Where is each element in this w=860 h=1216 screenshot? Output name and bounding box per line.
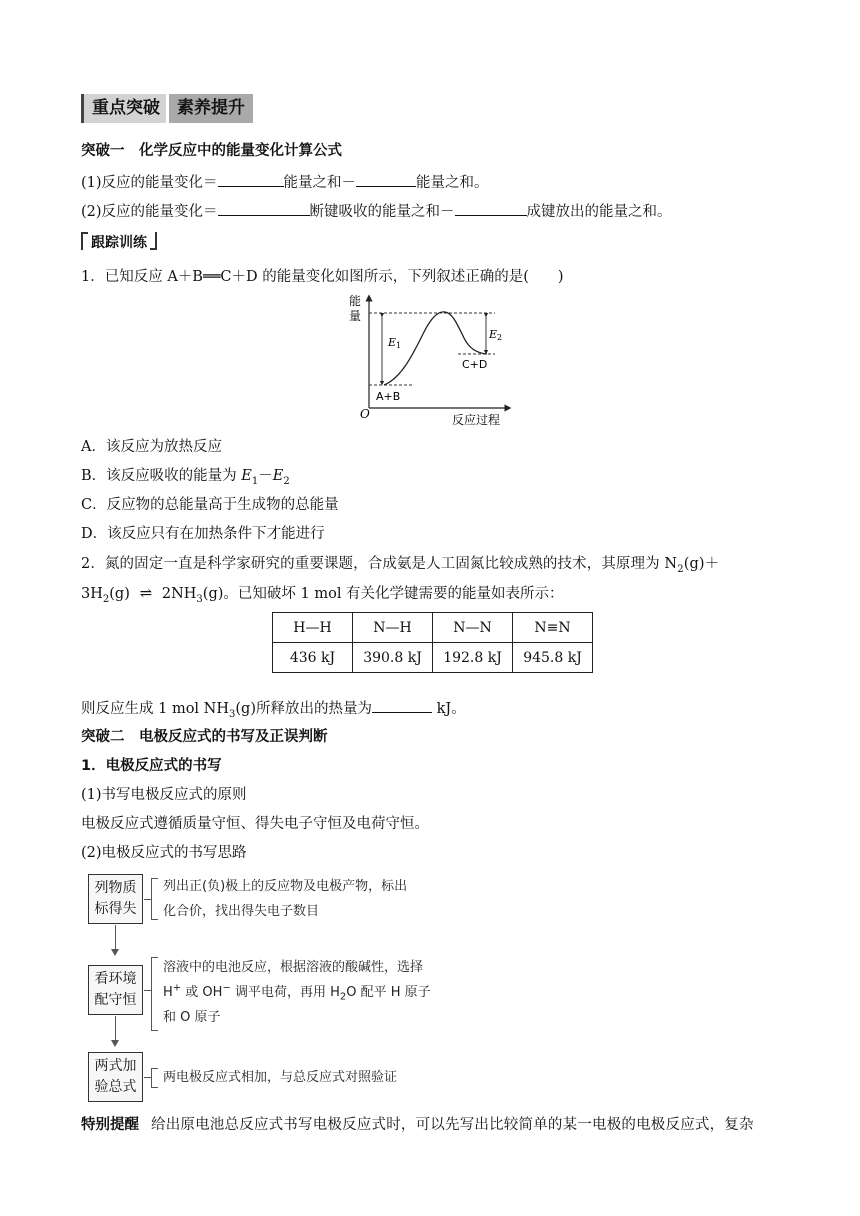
e2-label: E2: [489, 328, 503, 342]
blank: [356, 172, 416, 187]
bond-energy-table: [272, 612, 593, 673]
reactants-label: A+B: [376, 390, 401, 403]
products-label: C+D: [462, 358, 488, 371]
formula-line-1: (1)反应的能量变化＝ 能量之和－ 能量之和。: [81, 172, 489, 192]
blank: [218, 201, 310, 216]
energy-diagram: [340, 290, 520, 430]
q1-option-a: A．该反应为放热反应: [81, 439, 222, 455]
table-cell: 436 kJ: [273, 643, 353, 673]
flow-arrow: [115, 925, 116, 951]
table-cell: 192.8 kJ: [433, 643, 513, 673]
connector: [144, 1077, 151, 1078]
equilibrium-arrow-icon: ⇌: [139, 584, 153, 602]
bracket: [151, 1068, 158, 1088]
paragraph: (1)书写电极反应式的原则: [81, 787, 247, 803]
flow-step-3: 两式加 验总式: [88, 1052, 143, 1102]
flow-arrow: [115, 1016, 116, 1042]
bracket: [151, 878, 158, 920]
blank: [455, 201, 527, 216]
y-label-2: 量: [349, 309, 362, 323]
flow-text-1: 列出正(负)极上的反应物及电极产物，标出 化合价，找出得失电子数目: [163, 879, 408, 919]
table-header: N—H: [353, 613, 433, 643]
paragraph: (2)电极反应式的书写思路: [81, 845, 247, 861]
q1-stem: 1．已知反应 A＋B══C＋D 的能量变化如图所示，下列叙述正确的是( ): [81, 269, 564, 285]
paragraph: 电极反应式遵循质量守恒、得失电子守恒及电荷守恒。: [81, 816, 429, 832]
table-row: [273, 643, 593, 673]
q2-stem-line2: $3H_2(g)$ ⇌ $2NH_3(g)$。已知破坏 1 mol 有关化学键需要的能量如表所示：: [81, 584, 564, 605]
formula-line-2: (2)反应的能量变化＝ 断键吸收的能量之和－ 成键放出的能量之和。: [81, 201, 672, 221]
q2-stem-line1: 2．氮的固定一直是科学家研究的重要课题，合成氨是人工固氮比较成熟的技术，其原理为 $N_2(g)+$: [81, 556, 720, 575]
e1-label: E1: [388, 336, 402, 350]
bracket: [151, 957, 158, 1031]
blank: [372, 698, 432, 713]
x-label: 反应过程: [452, 413, 501, 427]
q1-option-b: B．该反应吸收的能量为 $E_1-E_2$: [81, 468, 290, 487]
banner-part2: 素养提升: [169, 94, 253, 123]
table-cell: 945.8 kJ: [513, 643, 593, 673]
section1-title: 突破一 化学反应中的能量变化计算公式: [81, 143, 342, 159]
section-banner: [81, 94, 253, 123]
blank: [218, 172, 284, 187]
practice-tag: 跟踪训练: [81, 232, 157, 252]
table-header: N≡N: [513, 613, 593, 643]
flow-step-2: 看环境 配守恒: [88, 965, 143, 1015]
bracket-right-icon: [150, 232, 157, 250]
origin-label: O: [360, 407, 370, 421]
section2-title: 突破二 电极反应式的书写及正误判断: [81, 729, 328, 745]
q2-answer-line: 则反应生成 1 mol $NH_3(g)$所释放出的热量为 kJ。: [81, 698, 466, 718]
connector: [144, 899, 151, 900]
flow-text-2: 溶液中的电池反应，根据溶液的酸碱性，选择 H+ 或 OH− 调平电荷，再用 $H_2O$ 配平 H 原子 和 O 原子: [163, 960, 431, 1025]
table-header: N—N: [433, 613, 513, 643]
arrow-down-icon: [111, 949, 119, 956]
table-cell: 390.8 kJ: [353, 643, 433, 673]
y-label-1: 能: [349, 294, 362, 308]
flow-text-3: 两电极反应式相加，与总反应式对照验证: [163, 1070, 398, 1085]
q1-option-d: D．该反应只有在加热条件下才能进行: [81, 526, 325, 542]
table-row: [273, 613, 593, 643]
bracket-left-icon: [81, 232, 88, 250]
table-header: H—H: [273, 613, 353, 643]
banner-part1: 重点突破: [81, 94, 166, 123]
q1-option-c: C．反应物的总能量高于生成物的总能量: [81, 497, 339, 513]
flow-step-1: 列物质 标得失: [88, 874, 143, 924]
arrow-down-icon: [111, 1040, 119, 1047]
special-note: 特别提醒 给出原电池总反应式书写电极反应式时，可以先写出比较简单的某一电极的电极反应式，复杂: [81, 1117, 754, 1133]
connector: [144, 990, 151, 991]
section2-subtitle: 1．电极反应式的书写: [81, 758, 222, 774]
